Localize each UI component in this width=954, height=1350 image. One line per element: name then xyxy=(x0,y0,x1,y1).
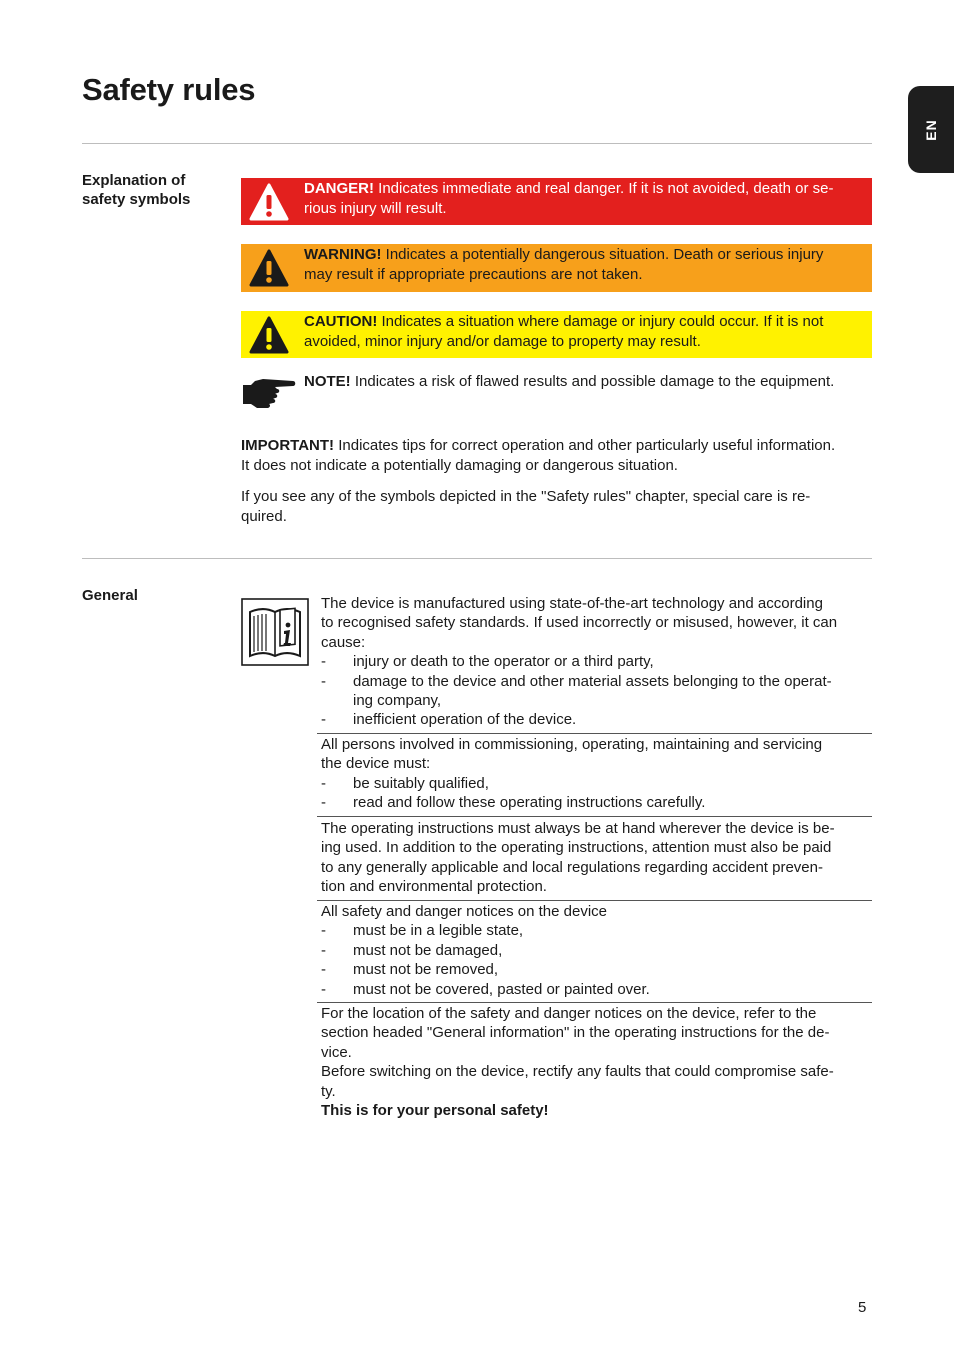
general-text-line: Before switching on the device, rectify any faults that could compromise safe- xyxy=(321,1063,834,1081)
list-item xyxy=(321,710,872,729)
general-text-line: All persons involved in commissioning, operating, maintaining and servicing xyxy=(321,736,823,753)
list-item-text: damage to the device and other material assets belonging to the operat- xyxy=(353,672,832,690)
list-item-text: must be in a legible state, xyxy=(353,922,524,940)
warning-keyword: WARNING! xyxy=(304,246,382,263)
danger-triangle-icon xyxy=(249,183,289,221)
list-item-text: read and follow these operating instructions carefully. xyxy=(353,794,706,812)
general-text-line: vice. xyxy=(321,1043,352,1061)
section-label-line: Explanation of xyxy=(82,172,186,189)
section-label-line: safety symbols xyxy=(82,191,191,208)
symbols-line: If you see any of the symbols depicted in the "Safety rules" chapter, special care is re- xyxy=(241,488,811,505)
symbols-line: quired. xyxy=(241,507,287,525)
section-label-general: General xyxy=(82,587,138,604)
list-dash: - xyxy=(321,774,326,792)
list-item-text: inefficient operation of the device. xyxy=(353,711,577,729)
list-dash: - xyxy=(321,653,326,671)
warning-triangle-icon xyxy=(249,249,289,287)
list-dash: - xyxy=(321,961,326,979)
general-block-notices xyxy=(321,902,872,999)
danger-text xyxy=(304,179,872,218)
warning-notice xyxy=(241,244,872,292)
personal-safety-statement: This is for your personal safety! xyxy=(321,1102,549,1120)
list-item-text: injury or death to the operator or a third party, xyxy=(353,653,654,671)
block-separator xyxy=(317,733,872,734)
list-dash: - xyxy=(321,941,326,959)
page-title: Safety rules xyxy=(82,72,256,107)
list-item-text: must not be covered, pasted or painted over. xyxy=(353,980,650,998)
general-text-line: ing used. In addition to the operating instructions, attention must also be paid xyxy=(321,839,832,857)
general-text-line: ty. xyxy=(321,1082,336,1100)
general-block-instructions xyxy=(321,819,872,897)
list-item xyxy=(321,652,872,671)
list-item xyxy=(321,960,872,979)
block-separator xyxy=(317,900,872,901)
general-text-line: tion and environmental protection. xyxy=(321,878,547,896)
manual-info-icon xyxy=(241,598,309,666)
general-text-line: The operating instructions must always be at hand wherever the device is be- xyxy=(321,820,835,837)
caution-line: avoided, minor injury and/or damage to property may result. xyxy=(304,332,701,350)
list-dash: - xyxy=(321,794,326,812)
list-item xyxy=(321,774,872,793)
general-block-device xyxy=(321,594,872,730)
language-tab[interactable] xyxy=(908,86,954,173)
section-label-explanation xyxy=(82,171,222,209)
symbols-paragraph xyxy=(241,487,872,526)
language-tab-label: EN xyxy=(923,118,939,141)
note-line: Indicates a risk of flawed results and possible damage to the equipment. xyxy=(354,373,835,390)
danger-line: Indicates immediate and real danger. If it is not avoided, death or se- xyxy=(378,180,834,197)
pointing-hand-icon xyxy=(241,375,297,411)
page-number: 5 xyxy=(858,1299,867,1316)
general-text-line: All safety and danger notices on the device xyxy=(321,903,608,920)
caution-text xyxy=(304,312,872,351)
note-notice xyxy=(241,371,872,413)
caution-keyword: CAUTION! xyxy=(304,313,378,330)
list-item-text: be suitably qualified, xyxy=(353,774,489,792)
caution-line: Indicates a situation where damage or injury could occur. If it is not xyxy=(381,313,824,330)
danger-notice xyxy=(241,178,872,225)
block-separator xyxy=(317,816,872,817)
list-dash: - xyxy=(321,980,326,998)
general-text-line: to any generally applicable and local regulations regarding accident preven- xyxy=(321,858,823,876)
general-text-line: the device must: xyxy=(321,755,431,773)
section-divider xyxy=(82,558,872,559)
important-paragraph xyxy=(241,436,872,475)
general-block-persons xyxy=(321,735,872,813)
warning-text xyxy=(304,245,872,284)
important-keyword: IMPORTANT! xyxy=(241,437,335,454)
list-item-text: must not be removed, xyxy=(353,961,499,979)
list-item-text: must not be damaged, xyxy=(353,941,503,959)
note-text xyxy=(304,372,872,392)
important-line: It does not indicate a potentially damaging or dangerous situation. xyxy=(241,456,678,474)
general-text-line: section headed "General information" in the operating instructions for the de- xyxy=(321,1024,830,1042)
danger-keyword: DANGER! xyxy=(304,180,374,197)
section-divider xyxy=(82,143,872,144)
list-item-text: ing company, xyxy=(353,692,442,710)
general-text-line: The device is manufactured using state-of-the-art technology and according xyxy=(321,595,823,612)
general-text-line: For the location of the safety and danger notices on the device, refer to the xyxy=(321,1005,817,1022)
caution-triangle-icon xyxy=(249,316,289,354)
list-item xyxy=(321,980,872,999)
list-item xyxy=(321,672,872,711)
caution-notice xyxy=(241,311,872,358)
note-keyword: NOTE! xyxy=(304,373,351,390)
general-block-location xyxy=(321,1004,872,1120)
list-item xyxy=(321,941,872,960)
general-text-line: to recognised safety standards. If used incorrectly or misused, however, it can xyxy=(321,614,838,632)
list-dash: - xyxy=(321,922,326,940)
list-item xyxy=(321,921,872,940)
list-dash: - xyxy=(321,711,326,729)
warning-line: may result if appropriate precautions are not taken. xyxy=(304,265,643,283)
block-separator xyxy=(317,1002,872,1003)
general-text-line: cause: xyxy=(321,633,366,651)
list-dash: - xyxy=(321,672,326,690)
danger-line: rious injury will result. xyxy=(304,199,447,217)
warning-line: Indicates a potentially dangerous situation. Death or serious injury xyxy=(385,246,824,263)
list-item xyxy=(321,793,872,812)
important-line: Indicates tips for correct operation and other particularly useful information. xyxy=(338,437,836,454)
